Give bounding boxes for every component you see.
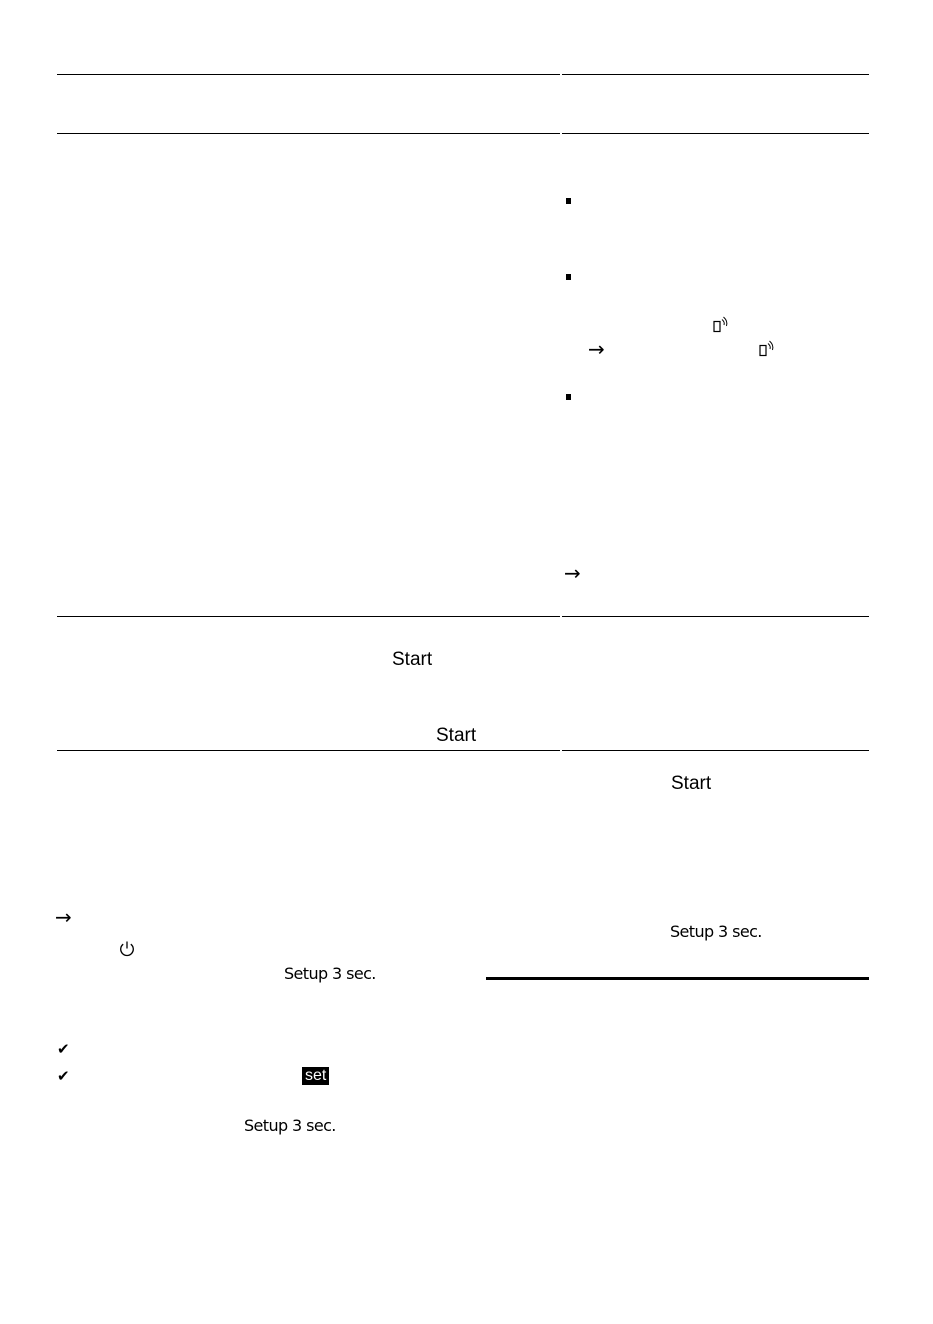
setup-3sec-label: Setup 3 sec. xyxy=(284,964,376,983)
table-top-rule-right xyxy=(562,74,869,75)
table-end-rule xyxy=(486,977,869,980)
check-mark: ✔ xyxy=(57,1040,70,1058)
check-mark: ✔ xyxy=(57,1067,70,1085)
table-row1-rule-left xyxy=(57,616,560,617)
power-icon xyxy=(118,940,136,958)
table-header-rule-left xyxy=(57,133,560,134)
remote-start-icon xyxy=(758,340,776,360)
table-row2-rule-left xyxy=(57,750,560,751)
start-button-label: Start xyxy=(671,773,712,794)
bullet-1 xyxy=(566,198,571,204)
bullet-2 xyxy=(566,274,571,280)
table-row2-rule-right xyxy=(562,750,869,751)
remote-start-icon xyxy=(712,316,730,336)
result-arrow-1: → xyxy=(588,337,605,361)
start-button-label: Start xyxy=(436,725,477,746)
setup-3sec-label: Setup 3 sec. xyxy=(670,922,762,941)
table-header-rule-right xyxy=(562,133,869,134)
table-row1-rule-right xyxy=(562,616,869,617)
result-arrow: → xyxy=(55,905,72,929)
setup-3sec-label: Setup 3 sec. xyxy=(244,1116,336,1135)
bullet-3 xyxy=(566,394,571,400)
result-arrow-2: → xyxy=(564,561,581,585)
start-button-label: Start xyxy=(392,649,433,670)
set-display-indicator: set xyxy=(302,1067,329,1085)
table-top-rule-left xyxy=(57,74,560,75)
